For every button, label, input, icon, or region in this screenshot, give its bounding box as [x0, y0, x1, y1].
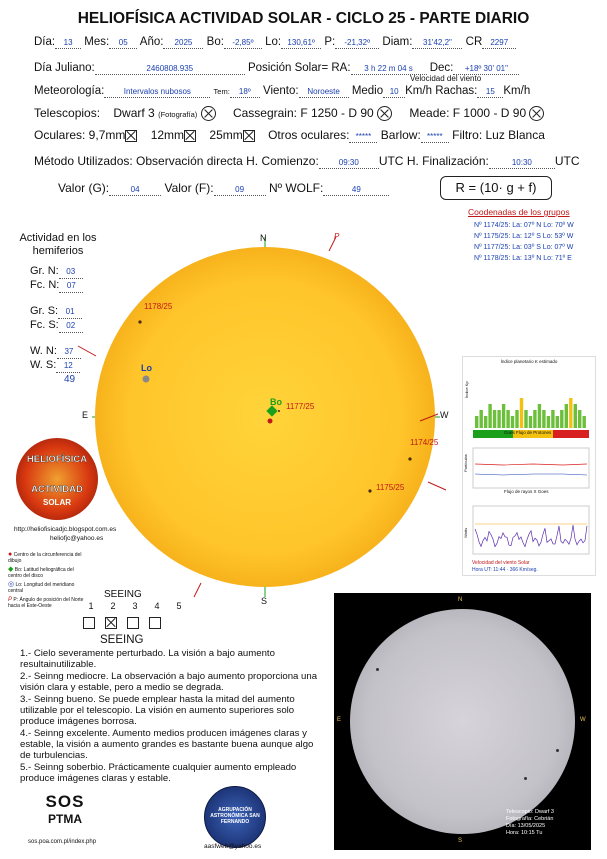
sun-photo	[334, 593, 591, 850]
diam-label: Diam:	[382, 36, 413, 48]
p-value: -21,32º	[344, 38, 370, 47]
ocular-25-checkbox[interactable]	[243, 130, 255, 142]
ra-value: 3 h 22 m 04 s	[364, 64, 413, 73]
ocular-97-checkbox[interactable]	[125, 130, 137, 142]
seeing-2-checkbox[interactable]	[105, 617, 117, 629]
telescopes-label: Telescopios:	[34, 106, 101, 120]
fs-label: Fc. S:	[30, 319, 59, 331]
oculars-row	[34, 128, 545, 143]
seeing-numbers	[80, 601, 190, 611]
sun-west-label: W	[440, 410, 449, 420]
seeing-title: SEEING	[100, 634, 144, 646]
mes-value: 05	[118, 38, 128, 47]
group-line	[428, 482, 446, 490]
kp-bar	[506, 410, 509, 428]
seeing-item: 2.- Seinng mediocre. La observación a bajo aumento proporciona una visión clara y estable, pero a medio se degrada.	[20, 671, 318, 693]
photo-south-label: S	[458, 838, 463, 844]
photo-sunspot	[524, 777, 527, 780]
photo-caption-line: Fotografía: Cebrián	[506, 816, 554, 822]
f-label: Valor (F):	[164, 181, 214, 195]
lo-label: Lo:	[265, 36, 282, 48]
f-value: 09	[235, 185, 245, 194]
barlow-label: Barlow:	[380, 128, 421, 142]
utc-label: UTC	[378, 154, 404, 168]
telescopes-row	[34, 106, 544, 121]
gs-label: Gr. S:	[30, 305, 59, 317]
lo-label: Lo	[141, 363, 152, 373]
ws-label: W. S:	[30, 359, 57, 371]
logo-line2: ACTIVIDAD	[31, 484, 83, 495]
fs-value: 02	[66, 321, 76, 330]
end-value: 10:30	[511, 158, 532, 167]
photo-sunspot	[376, 668, 379, 671]
seeing-box-title: SEEING	[104, 589, 142, 600]
sos-logo	[30, 792, 100, 826]
legend-green-diamond: ◆	[8, 566, 14, 573]
bo-label: Bo:	[206, 36, 224, 48]
seeing-list	[20, 648, 320, 785]
proton-axis-label: Partículas	[463, 454, 468, 472]
legend-item: Lo: Longitud del meridiano central	[8, 582, 75, 594]
telescope-meade-checkbox[interactable]	[529, 106, 544, 121]
legend-item: P: Ángulo de posición del Norte hacia el Este-Oeste	[8, 597, 84, 609]
start-value: 09:30	[338, 158, 359, 167]
astro-logo	[204, 786, 266, 848]
legend-blue-circle: ◎	[8, 581, 15, 588]
rachas-label: Rachas:	[435, 85, 478, 97]
telescope-meade: Meade: F 1000 - D 90	[409, 106, 527, 120]
kp-chart	[475, 398, 586, 428]
ocular-25-label: 25mm	[209, 128, 243, 142]
sunspot-1177	[278, 410, 280, 412]
kp-bar	[529, 416, 532, 428]
logo-line3: SOLAR	[43, 498, 71, 507]
seeing-item: 1.- Cielo severamente perturbado. La visión a bajo aumento resultainutilizable.	[20, 648, 275, 670]
wolf-label: Nº WOLF:	[268, 181, 324, 195]
kp-bar	[480, 410, 483, 428]
kp-bar	[574, 404, 577, 428]
sun-photo-disk	[350, 609, 575, 834]
kp-scale-red	[553, 430, 589, 438]
kp-bar	[511, 416, 514, 428]
space-weather-panel	[462, 356, 596, 576]
start-label: H. Comienzo:	[246, 154, 319, 168]
fn-value: 07	[66, 281, 76, 290]
hemispheres-title-line: Actividad en los	[19, 232, 97, 244]
ano-value: 2025	[174, 38, 193, 47]
coord-line: Nº 1178/25: La: 13º N Lo: 71º E	[474, 255, 572, 262]
tem-value: 18º	[238, 87, 251, 96]
group-label-1178: 1178/25	[144, 302, 173, 311]
wind-caption: Velocidad del viento	[410, 74, 482, 83]
bo-label: Bo	[270, 397, 282, 407]
astro-logo-text: AGRUPACIÓN ASTRONÓMICA SAN FERNANDO	[210, 807, 260, 825]
p-angle-label: P	[334, 232, 340, 241]
dia-value: 13	[63, 38, 73, 47]
sun-east-label: E	[82, 410, 89, 420]
sunspot-1175	[368, 489, 371, 492]
seeing-1-checkbox[interactable]	[83, 617, 95, 629]
coords-title	[468, 207, 570, 217]
sunspot-1174	[408, 457, 411, 460]
kp-bar	[542, 410, 545, 428]
coords-title-text: Coodenadas de los grupos	[468, 207, 570, 217]
kp-title: Índice planetario K estimado	[500, 359, 558, 364]
kp-bar	[556, 416, 559, 428]
space-weather-charts	[463, 364, 595, 574]
met-value: Intervalos nubosos	[123, 87, 191, 96]
hemispheres-title-line: hemiferios	[32, 245, 84, 257]
wn-label: W. N:	[30, 345, 57, 357]
photo-sunspot	[556, 749, 559, 752]
kp-bar	[488, 404, 491, 428]
sun-disk	[95, 247, 435, 587]
sos-logo-text: PTMA	[48, 812, 82, 826]
p-label: P:	[324, 36, 336, 48]
seeing-number: 3	[132, 601, 138, 611]
kp-bar	[578, 410, 581, 428]
viento-value: Noroeste	[307, 87, 340, 96]
proton-title: Goes Flujo de Protones	[504, 430, 552, 435]
kp-axis-label: Índice Kp	[464, 381, 469, 398]
sos-logo-text: SOS	[45, 792, 85, 811]
seeing-number: 4	[154, 601, 160, 611]
rachas-value: 15	[485, 87, 495, 96]
cr-label: CR	[465, 36, 483, 48]
dec-label: Dec:	[429, 62, 454, 74]
photo-caption-line: Telescopio: Dwarf 3	[506, 809, 554, 815]
group-line	[78, 346, 96, 356]
kp-bar	[524, 410, 527, 428]
ano-label: Año:	[139, 36, 164, 48]
logo-email[interactable]: heliofjc@yahoo.es	[50, 535, 104, 542]
dia-label: Día:	[34, 36, 56, 48]
group-label-1175: 1175/25	[376, 483, 405, 492]
ocular-12-label: 12mm	[150, 128, 185, 142]
end-label: H. Finalización:	[406, 154, 489, 168]
kmh-unit: Km/h	[503, 85, 531, 97]
mes-label: Mes:	[84, 36, 110, 48]
seeing-item: 5.- Seinng soberbio. Prácticamente cualquier aumento empleado produce imágenes claras y estable.	[20, 762, 297, 784]
wn-value: 37	[64, 347, 74, 356]
ra-label: Posición Solar= RA:	[247, 62, 351, 74]
coord-line: Nº 1177/25: La: 03º S Lo: 07º W	[474, 244, 574, 251]
gs-value: 01	[65, 307, 75, 316]
ocular-97-label: Oculares: 9,7mm	[34, 128, 126, 142]
sun-north-label: N	[260, 233, 267, 243]
viento-label: Viento:	[263, 85, 299, 97]
kp-bar	[583, 416, 586, 428]
seeing-number: 5	[176, 601, 182, 611]
seeing-item: 4.- Seinng excelente. Aumento medios producen imágenes claras y estable, la visión a aumento grandes es bastante buena aunque algo de turbulencias.	[20, 728, 314, 761]
xray-title: Flujo de rayos X Goes	[504, 489, 549, 494]
diam-value: 31'42,2"	[423, 38, 452, 47]
telescope-cassegrain: Cassegrain: F 1250 - D 90	[232, 106, 374, 120]
photo-east-label: E	[337, 717, 342, 723]
kp-bar	[484, 416, 487, 428]
kp-bar	[533, 410, 536, 428]
photo-caption-line: Hora: 10:15 Tu	[506, 830, 543, 836]
legend-item: Centro de la circunferencia del dibujo	[8, 552, 82, 564]
kp-bar	[502, 404, 505, 428]
fn-label: Fc. N:	[30, 279, 60, 291]
ocular-12-checkbox[interactable]	[184, 130, 196, 142]
logo-url[interactable]: http://heliofisicadjc.blogspot.com.es	[14, 526, 117, 533]
astro-email[interactable]: aasfweb@yahoo.es	[204, 843, 262, 850]
lo-marker	[143, 376, 150, 383]
xray-chart-frame	[473, 506, 589, 554]
telescope-dwarf: Dwarf 3	[113, 106, 155, 120]
solar-wind-value: Hora UT: 11:44 · 366 Km/seg.	[472, 567, 538, 573]
kp-bar	[547, 416, 550, 428]
method-row	[34, 154, 580, 169]
lo-value: 130,61º	[287, 38, 315, 47]
xray-axis-label: Watts	[463, 527, 468, 538]
filter-label: Filtro: Luz Blanca	[452, 128, 545, 142]
sun-south-label: S	[261, 596, 268, 606]
kp-bar	[475, 416, 478, 428]
kmh-unit: Km/h	[405, 85, 432, 97]
met-label: Meteorología:	[34, 85, 105, 97]
method-label: Método Utilizados: Observación directa	[34, 154, 243, 168]
photo-north-label: N	[458, 597, 463, 603]
seeing-item: 3.- Seinng bueno. Se puede emplear hasta la mitad del aumento utilizable por el telescopio. La visión en aumento superiores solo produce imágenes borrosa.	[20, 694, 295, 727]
others-value: *****	[355, 132, 372, 141]
gn-label: Gr. N:	[30, 265, 59, 277]
medio-value: 10	[389, 87, 399, 96]
seeing-checkboxes	[78, 614, 166, 632]
legend-item: Bo: Latitud heliográfica del centro del disco	[8, 567, 74, 579]
proton-chart-frame	[473, 448, 589, 488]
kp-bar	[493, 410, 496, 428]
dec-value: +18º 30' 01"	[464, 64, 508, 73]
utc-label: UTC	[554, 154, 580, 168]
g-label: Valor (G):	[58, 181, 110, 195]
seeing-number: 2	[110, 601, 116, 611]
kp-bar	[569, 398, 572, 428]
gn-value: 03	[66, 267, 76, 276]
seeing-3-checkbox[interactable]	[127, 617, 139, 629]
legend-red-dot: ●	[8, 551, 13, 558]
wolf-value: 49	[351, 185, 361, 194]
group-label-1177: 1177/25	[286, 402, 315, 411]
telescope-note: (Fotografía)	[158, 110, 198, 119]
p-angle-line	[194, 583, 201, 597]
barlow-value: *****	[427, 132, 443, 141]
medio-label: Medio	[351, 85, 384, 97]
wolf-total-value: 49	[64, 374, 76, 385]
values-row	[58, 181, 389, 196]
heliofisica-logo	[16, 438, 98, 520]
seeing-4-checkbox[interactable]	[149, 617, 161, 629]
center-marker	[268, 419, 273, 424]
wolf-formula: R = (10· g + f)	[440, 176, 552, 200]
kp-bar	[560, 410, 563, 428]
logo-line1: HELIOFÍSICA	[26, 454, 88, 465]
kp-bar	[520, 398, 523, 428]
julian-label: Día Juliano:	[34, 62, 95, 74]
ws-value: 12	[63, 361, 73, 370]
kp-bar	[515, 410, 518, 428]
kp-bar	[565, 404, 568, 428]
tem-label: Tem:	[213, 87, 230, 96]
legend-p-mark: P	[8, 597, 13, 603]
julian-value: 2460808.935	[146, 64, 194, 73]
solar-wind-label: Velocidad del viento Solar	[472, 560, 530, 566]
legend	[8, 552, 88, 609]
g-value: 04	[130, 185, 140, 194]
telescope-cassegrain-checkbox[interactable]	[377, 106, 392, 121]
bo-value: -2,85º	[232, 38, 254, 47]
kp-bar	[497, 410, 500, 428]
photo-caption-line: Día: 13/05/2025	[506, 823, 546, 829]
kp-bar	[538, 404, 541, 428]
others-label: Otros oculares:	[268, 128, 350, 142]
kp-bar	[551, 410, 554, 428]
date-row	[34, 36, 516, 49]
seeing-number: 1	[88, 601, 94, 611]
telescope-dwarf-checkbox[interactable]	[201, 106, 216, 121]
cr-value: 2297	[490, 38, 509, 47]
coord-line: Nº 1174/25: La: 07º N Lo: 70º W	[474, 222, 574, 229]
weather-row	[34, 85, 530, 98]
sunspot-1178	[138, 320, 141, 323]
photo-west-label: W	[580, 717, 586, 723]
sos-url[interactable]: sos.poa.com.pl/index.php	[28, 839, 97, 845]
page-title: HELIOFÍSICA ACTIVIDAD SOLAR - CICLO 25 - PARTE DIARIO	[77, 10, 530, 27]
group-label-1174: 1174/25	[410, 438, 439, 447]
coord-line: Nº 1175/25: La: 12º S Lo: 53º W	[474, 233, 574, 240]
photo-caption	[506, 809, 554, 837]
